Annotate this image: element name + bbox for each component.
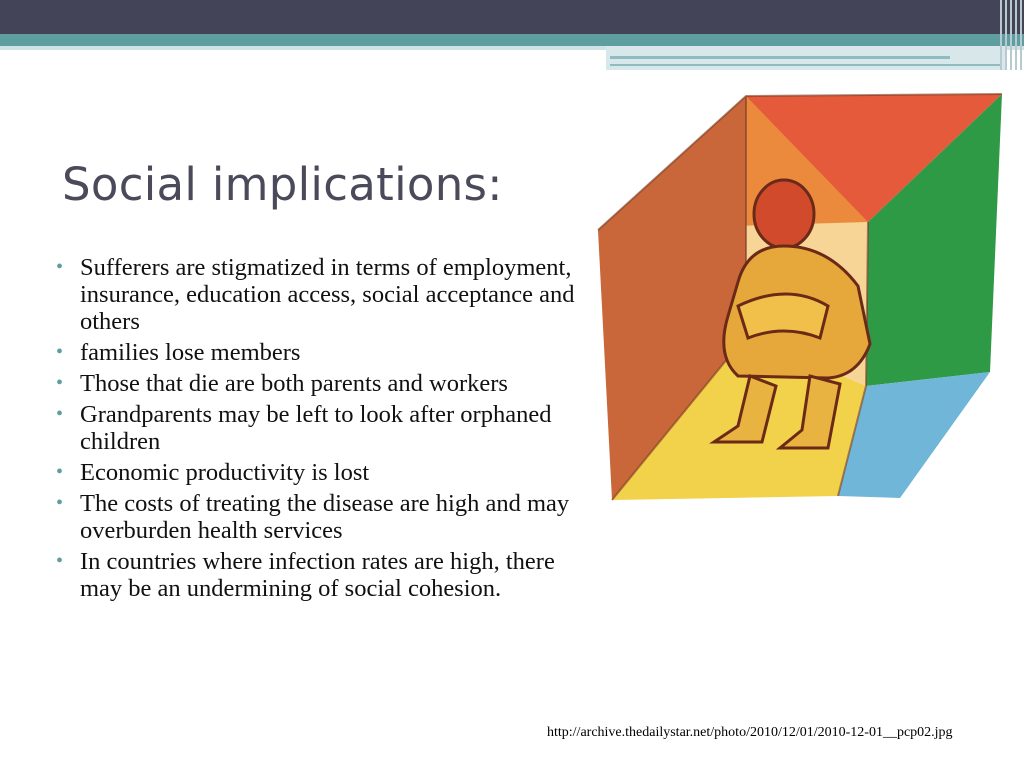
bullet-item: • Sufferers are stigmatized in terms of employment, insurance, education access, social acceptance and others (56, 254, 576, 335)
bullet-item: • families lose members (56, 339, 576, 366)
header-tab-line (610, 64, 1000, 66)
bullet-item: • Economic productivity is lost (56, 459, 576, 486)
bullet-list (56, 254, 576, 606)
slide-title: Social implications: (62, 158, 503, 211)
bullet-item: • Those that die are both parents and workers (56, 370, 576, 397)
header-vertical-stripes (994, 0, 1024, 70)
header-teal-band (0, 34, 1024, 46)
image-source-caption: http://archive.thedailystar.net/photo/2010/12/01/2010-12-01__pcp02.jpg (547, 725, 953, 740)
bullet-item: • In countries where infection rates are high, there may be an undermining of social cohesion. (56, 548, 576, 602)
bullet-item: • Grandparents may be left to look after orphaned children (56, 401, 576, 455)
header-tab-line (610, 56, 950, 59)
header-dark-band (0, 0, 1024, 34)
figure-in-box-illustration (588, 86, 1014, 522)
bullet-item: • The costs of treating the disease are high and may overburden health services (56, 490, 576, 544)
